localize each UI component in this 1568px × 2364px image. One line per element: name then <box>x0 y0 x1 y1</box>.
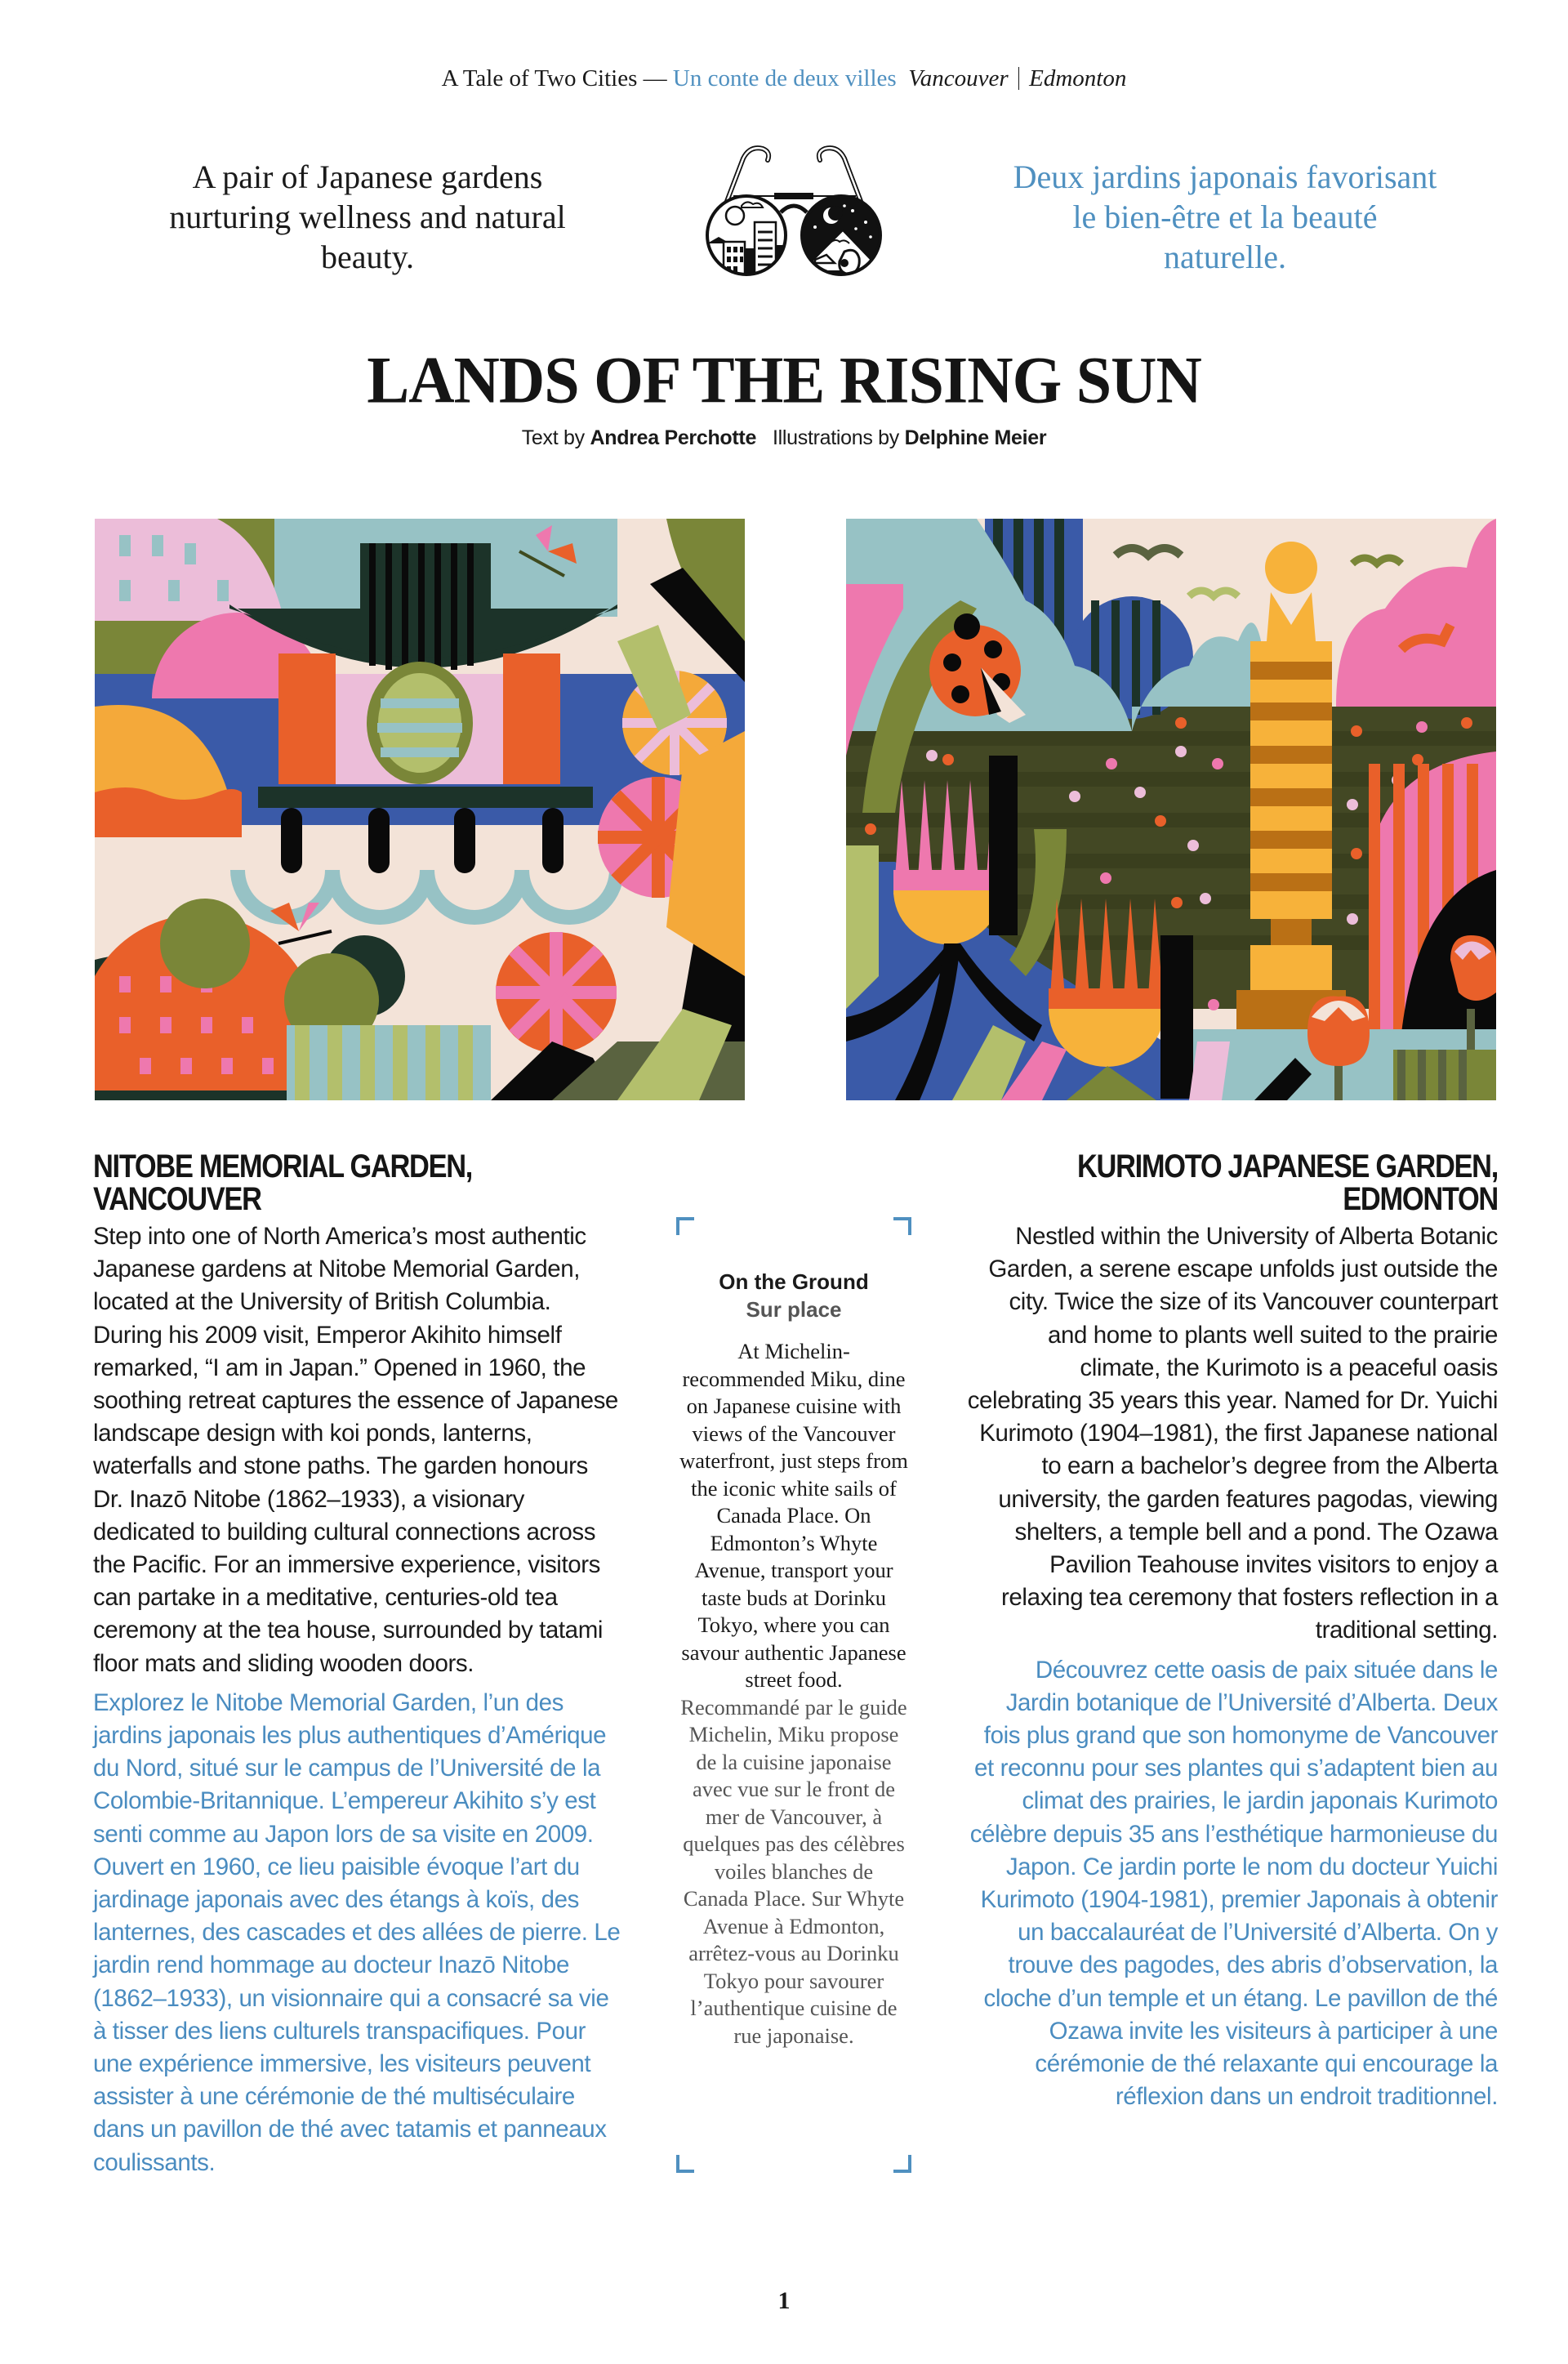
sidebar-heading-en: On the Ground <box>719 1269 869 1294</box>
corner-bracket-icon <box>676 2155 694 2173</box>
corner-bracket-icon <box>893 2155 911 2173</box>
sidebar-body-fr: Recommandé par le guide Michelin, Miku propose de la cuisine japonaise avec vue sur le front de mer de Vancouver, à quelques pas des célèbres voiles blanches de Canada Place. Sur Whyte Avenue à Edmonton, arrêtez-vous au Dorinku Tokyo pour savourer l’authentique cuisine de rue japonaise. <box>680 1694 907 2048</box>
on-the-ground-sidebar <box>671 1217 916 2173</box>
article-body-fr: Explorez le Nitobe Memorial Garden, l’un des jardins japonais les plus authentiques d’Amérique du Nord, situé sur le campus de l’Université de la Colombie-Britannique. L’empereur Akihito s’y est senti comme au Japon lors de sa visite en 2009. Ouvert en 1960, ce lieu paisible évoque l’art du jardinage japonais avec des étangs à koïs, des lanternes, des cascades et des allées de pierre. Le jardin rend hommage au docteur Inazō Nitobe (1862–1933), un visionnaire qui a consacré sa vie à tisser des liens culturels transpacifiques. Pour une expérience immersive, les visiteurs peuvent assister à une cérémonie de thé multiséculaire dans un pavillon de thé avec tatamis et panneaux coulissants. <box>93 1688 621 2176</box>
running-header <box>0 64 1568 93</box>
pagoda-lantern-garden-illustration <box>846 519 1496 1100</box>
series-title-en: A Tale of Two Cities <box>441 65 638 91</box>
tea-house-garden-illustration <box>95 519 745 1100</box>
article-body-en: Nestled within the University of Alberta Botanic Garden, a serene escape unfolds just outside the city. Twice the size of its Vancouver counterpart and home to plants well suited to the prairie climate, the Kurimoto is a peaceful oasis celebrating 35 years this year. Named for Dr. Yuichi Kurimoto (1904–1981), the first Japanese national to earn a bachelor’s degree from the Alberta university, the garden features pagodas, viewing shelters, a temple bell and a pond. The Ozawa Pavilion Teahouse invites visitors to enjoy a relaxing tea ceremony that fosters reflection in a traditional setting. <box>967 1223 1498 1644</box>
sidebar-heading <box>671 1268 916 1323</box>
city-vancouver: Vancouver <box>908 65 1009 91</box>
deck-fr: Deux jardins japonais favorisant le bien-être et la beauté naturelle. <box>1013 158 1437 275</box>
page-title: LANDS OF THE RISING SUN <box>367 341 1201 417</box>
city-edmonton: Edmonton <box>1029 65 1127 91</box>
header-divider <box>1018 67 1020 90</box>
series-title-fr: Un conte de deux villes <box>672 65 897 91</box>
byline <box>0 425 1568 451</box>
series-dash: — <box>643 65 667 91</box>
byline-author: Andrea Perchotte <box>590 426 757 449</box>
corner-bracket-icon <box>893 1217 911 1235</box>
article-body-fr: Découvrez cette oasis de paix située dans le Jardin botanique de l’Université d’Alberta. Deux fois plus grand que son homonyme de Vancouver et reconnu pour ses plantes qui s’adaptent bien au climat des prairies, le jardin japonais Kurimoto célèbre depuis 35 ans l’esthétique harmonieuse du Japon. Ce jardin porte le nom du docteur Yuichi Kurimoto (1904-1981), premier Japonais à obtenir un baccalauréat de l’Université d’Alberta. On y trouve des pagodes, des abris d’observation, la cloche d’un temple et un étang. Le pavillon de thé Ozawa invite les visiteurs à participer à une cérémonie de thé relaxante qui encourage la réflexion dans un endroit traditionnel. <box>969 1656 1498 2111</box>
sidebar-body <box>679 1338 908 2050</box>
glasses-icon <box>693 141 895 281</box>
byline-text-label: Text by <box>521 426 585 449</box>
article-kurimoto <box>967 1150 1498 2113</box>
sidebar-body-en: At Michelin-recommended Miku, dine on Japanese cuisine with views of the Vancouver waterfront, just steps from the iconic white sails of Canada Place. On Edmonton’s Whyte Avenue, transport your taste buds at Dorinku Tokyo, where you can savour authentic Japanese street food. <box>679 1339 908 1692</box>
article-nitobe <box>93 1150 624 2179</box>
byline-illustrator: Delphine Meier <box>904 426 1047 449</box>
page-number: 1 <box>777 2287 791 2314</box>
article-body-en: Step into one of North America’s most authentic Japanese gardens at Nitobe Memorial Garden, located at the University of British Columbia. During his 2009 visit, Emperor Akihito himself remarked, “I am in Japan.” Opened in 1960, the soothing retreat captures the essence of Japanese landscape design with koi ponds, lanterns, waterfalls and stone paths. The garden honours Dr. Inazō Nitobe (1862–1933), a visionary dedicated to building cultural connections across the Pacific. For an immersive experience, visitors can partake in a meditative, centuries-old tea ceremony at the tea house, surrounded by tatami floor mats and sliding wooden doors. <box>93 1223 618 1677</box>
corner-bracket-icon <box>676 1217 694 1235</box>
article-heading: KURIMOTO JAPANESE GARDEN, EDMONTON <box>1076 1149 1498 1217</box>
article-heading: NITOBE MEMORIAL GARDEN, VANCOUVER <box>93 1149 473 1217</box>
sidebar-heading-fr: Sur place <box>746 1297 842 1322</box>
byline-illus-label: Illustrations by <box>773 426 899 449</box>
deck-en: A pair of Japanese gardens nurturing wellness and natural beauty. <box>169 158 566 275</box>
